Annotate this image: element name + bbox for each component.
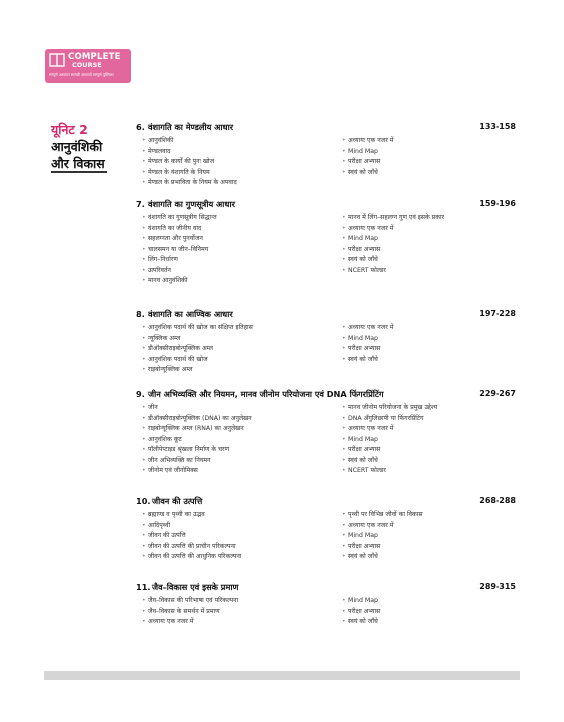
topic-item: • Mind Map (342, 334, 522, 345)
topic-item: • स्वयं को जाँचे (342, 255, 522, 266)
topic-item: • मेण्डल के प्रभाविता के नियम के अपवाद (142, 178, 342, 189)
topic-item: • स्वयं को जाँचे (342, 355, 522, 366)
unit-title: आनुवंशिकी और विकास (51, 139, 105, 171)
chapter-title: जीवन की उत्पत्ति (152, 496, 203, 506)
topic-item: • जीवन की उत्पत्ति (142, 531, 342, 542)
topic-item: • राइबोन्यूक्लिक अम्ल (RNA) का अनुलेखन (142, 424, 342, 435)
topic-item: • लिंग–निर्धारण (142, 255, 342, 266)
chapter-heading (136, 199, 516, 213)
chapter-title: जैव–विकास एवं इसके प्रमाण (152, 582, 239, 592)
topic-item: • मेण्डलवाद (142, 147, 342, 158)
topic-item: • Mind Map (342, 531, 522, 542)
logo-line-2: COURSE (72, 61, 102, 69)
chapter-pages: 133-158 (479, 122, 516, 131)
chapter-number: 8. (136, 309, 145, 319)
topic-item: • ब्रह्माण्ड व पृथ्वी का उद्भव (142, 510, 342, 521)
topic-item: • आनुवंशिक कूट (142, 435, 342, 446)
topic-item: • Mind Map (342, 147, 522, 158)
chapter-pages: 159-196 (479, 199, 516, 208)
topic-item: • राइबोन्यूक्लिक अम्ल (142, 365, 342, 376)
topic-item: • परीक्षा अभ्यास (342, 344, 522, 355)
topic-item: • परीक्षा अभ्यास (342, 542, 522, 553)
chapter-number: 6. (136, 122, 145, 132)
chapter-number: 10. (136, 496, 151, 506)
topic-column-left (142, 403, 342, 477)
topic-item: • न्यूक्लिक अम्ल (142, 334, 342, 345)
topic-item: • अध्यायः एक नजर में (342, 136, 522, 147)
topic-item: • जीनोम एवं जीनोमिक्स (142, 466, 342, 477)
topic-item: • स्वयं को जाँचे (342, 456, 522, 467)
chapter-heading (136, 122, 516, 136)
topic-item: • जीन अभिव्यक्ति का नियमन (142, 456, 342, 467)
chapter-section (136, 309, 516, 373)
topic-column-right (342, 213, 522, 276)
topic-item: • DNA अँगुलिछापी या फिंगरप्रिंटिंग (342, 414, 522, 425)
chapter-title: जीन अभिव्यक्ति और नियमन, मानव जीनोम परियोजना एवं DNA फिंगरप्रिंटिंग (148, 389, 384, 399)
topic-item: • पृथ्वी पर विभिन्न जीवों का विकास (342, 510, 522, 521)
chapter-heading (136, 496, 516, 510)
chapter-heading (136, 582, 516, 596)
topic-item: • वंशागति का जीनीय वाद (142, 224, 342, 235)
book-icon (49, 53, 65, 67)
topic-item: • अध्यायः एक नजर में (342, 224, 522, 235)
topic-column-right (342, 136, 522, 178)
footer-bar (44, 671, 520, 680)
topic-item: • अध्यायः एक नजर में (342, 521, 522, 532)
topic-item: • डीऑक्सीराइबोन्यूक्लिक (DNA) का अनुलेखन (142, 414, 342, 425)
topic-item: • परीक्षा अभ्यास (342, 607, 522, 618)
topic-item: • परीक्षा अभ्यास (342, 445, 522, 456)
chapter-section (136, 122, 516, 186)
topic-item: • डीऑक्सीराइबोन्यूक्लिक अम्ल (142, 344, 342, 355)
topic-item: • परीक्षा अभ्यास (342, 245, 522, 256)
topic-item: • मानव जीनोम परियोजना के प्रमुख उद्देश्य (342, 403, 522, 414)
topic-column-left (142, 596, 342, 628)
topic-item: • जीन (142, 403, 342, 414)
topic-item: • स्वयं को जाँचे (342, 617, 522, 628)
topic-column-left (142, 213, 342, 287)
topic-item: • अध्यायः एक नजर में (142, 617, 342, 628)
topic-item: • स्वयं को जाँचे (342, 552, 522, 563)
topic-column-left (142, 510, 342, 563)
topic-column-right (342, 403, 522, 477)
chapter-number: 9. (136, 389, 145, 399)
chapter-section (136, 582, 516, 625)
topic-item: • अध्यायः एक नजर में (342, 323, 522, 334)
logo-tagline: सम्पूर्ण अध्ययन सामग्री अध्यायों सम्पूर्ण पुस्तिका (49, 72, 114, 77)
unit-number: यूनिट 2 (51, 122, 88, 137)
chapter-heading (136, 309, 516, 323)
logo-line-1: COMPLETE (68, 52, 121, 62)
topic-item: • Mind Map (342, 435, 522, 446)
topic-item: • मानव आनुवंशिकी (142, 276, 342, 287)
topic-item: • जैव–विकास की परिभाषा एवं परिकल्पना (142, 596, 342, 607)
topic-item: • आनुवंशिकी (142, 136, 342, 147)
topic-item: • आनुवंशिक पदार्थ की खोज का संक्षिप्त इतिहास (142, 323, 342, 334)
unit-underline (51, 171, 107, 173)
topic-item: • जीवन की उत्पत्ति की प्राचीन परिकल्पना (142, 542, 342, 553)
topic-item: • NCERT फोल्डर (342, 266, 522, 277)
topic-item: • अध्यायः एक नजर में (342, 424, 522, 435)
chapter-title: वंशागति का गुणसूत्रीय आधार (148, 199, 235, 209)
chapter-section (136, 389, 516, 474)
chapter-pages: 229-267 (479, 389, 516, 398)
topic-item: • NCERT फोल्डर (342, 466, 522, 477)
topic-item: • वंशागति का गुणसूत्रीय सिद्धान्त (142, 213, 342, 224)
topic-column-right (342, 596, 522, 628)
topic-item: • आनुवंशिक पदार्थ की खोज (142, 355, 342, 366)
topic-item: • जीवन की उत्पत्ति की आधुनिक परिकल्पना (142, 552, 342, 563)
topic-item: • स्वयं को जाँचे (342, 168, 522, 179)
topic-column-right (342, 510, 522, 563)
topic-item: • मेण्डल के कार्यों की पुनः खोज (142, 157, 342, 168)
topic-item: • मेण्डल के वंशागति के नियम (142, 168, 342, 179)
topic-item: • जैव–विकास के समर्थन में प्रमाण (142, 607, 342, 618)
topic-column-left (142, 323, 342, 376)
topic-item: • आदिपृथ्वी (142, 521, 342, 532)
chapter-title: वंशागति का मेण्डलीय आधार (148, 122, 234, 132)
topic-item: • उत्परिवर्तन (142, 266, 342, 277)
chapter-number: 7. (136, 199, 145, 209)
topic-column-right (342, 323, 522, 365)
chapter-pages: 268-288 (479, 496, 516, 505)
chapter-title: वंशागति का आण्विक आधार (148, 309, 233, 319)
chapter-section (136, 199, 516, 284)
topic-item: • पॉलीपेप्टाइड श्रृंखला निर्माण के चरण (142, 445, 342, 456)
chapter-heading (136, 389, 516, 403)
chapter-pages: 289-315 (479, 582, 516, 591)
topic-item: • परीक्षा अभ्यास (342, 157, 522, 168)
topic-item: • चालसमन या जीन–विनिमय (142, 245, 342, 256)
topic-column-left (142, 136, 342, 189)
topic-item: • Mind Map (342, 234, 522, 245)
chapter-pages: 197-228 (479, 309, 516, 318)
topic-item: • Mind Map (342, 596, 522, 607)
chapter-section (136, 496, 516, 560)
brand-logo (45, 49, 131, 83)
topic-item: • मानव में लिंग–सहलग्न गुण एवं इसके प्रकार (342, 213, 522, 224)
topic-item: • सहलग्नता और पुनर्योजन (142, 234, 342, 245)
chapter-number: 11. (136, 582, 151, 592)
